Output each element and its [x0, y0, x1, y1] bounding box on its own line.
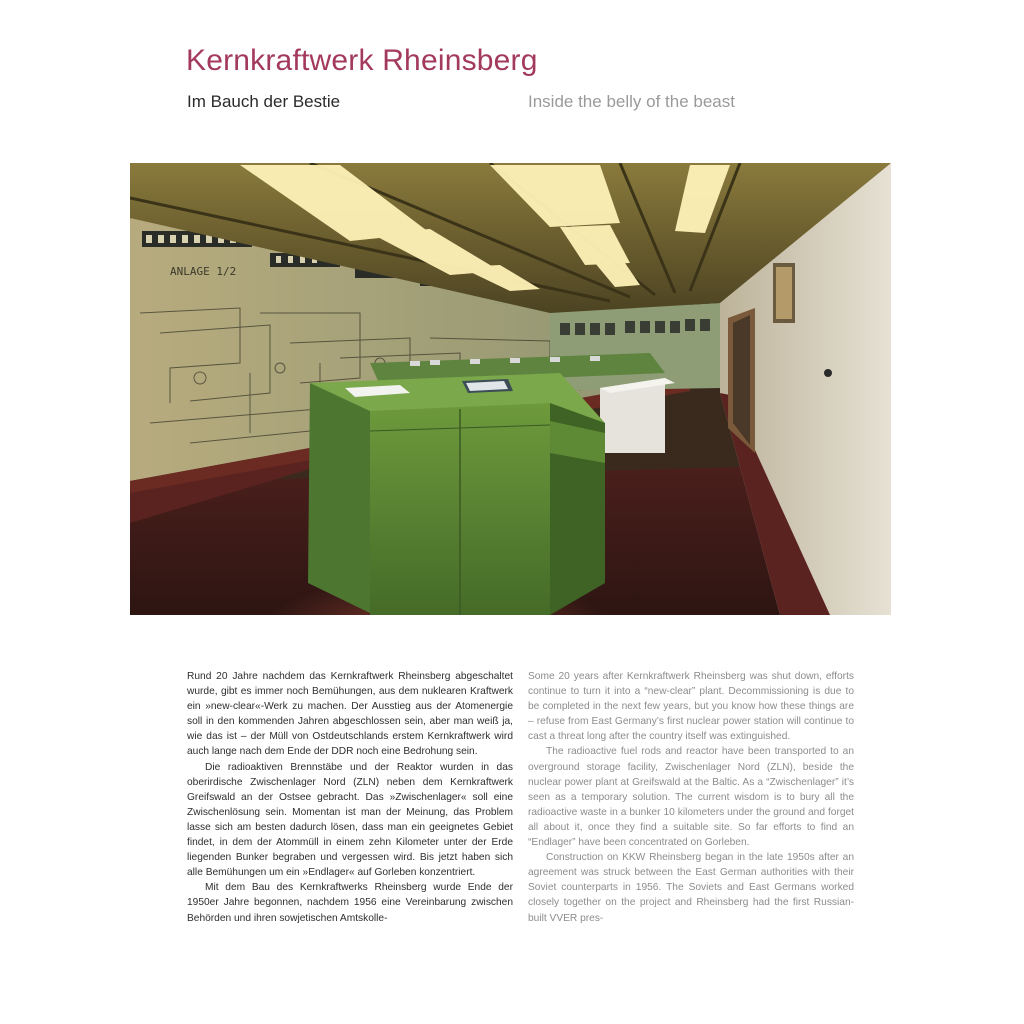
paragraph: Die radioaktiven Brennstäbe und der Reaktor wurden in das oberirdische Zwischenlager Nord (ZLN) neben dem Kernkraftwerk Greifswald an der Ostsee gebracht. Das »Zwischenlager« soll eine Zwischenlösung sein. Momentan ist man der Meinung, das Problem lasse sich am besten dadurch lösen, dass man ein geeignetes Gebiet findet, in dem der Atommüll in einem zehn Kilometer unter der Erde liegenden Bunker begraben und vergessen wird. Bis jetzt haben sich alle Bemühungen um ein »Endlager« auf Gorleben konzentriert.: [187, 761, 513, 879]
article-column-german: [187, 669, 513, 926]
subtitle-german: Im Bauch der Bestie: [187, 92, 341, 111]
article-column-english: [528, 669, 854, 926]
paragraph: Rund 20 Jahre nachdem das Kernkraftwerk Rheinsberg abgeschaltet wurde, gibt es immer noch Bemühungen, aus dem nuklearen Kraftwerk ein »new-clear«-Werk zu machen. Der Ausstieg aus der Atomenergie soll in den kommenden Jahren abgeschlossen sein, aber man weiß ja, wie das ist – der Müll von Ostdeutschlands erstem Kernkraftwerk wird auch lange nach dem Ende der DDR noch eine Bedrohung sein.: [187, 671, 513, 758]
control-room-photo: [130, 163, 891, 615]
paragraph: The radioactive fuel rods and reactor have been transported to an overground storage facility, Zwischenlager Nord (ZLN), beside the nuclear power plant at Greifswald at the Baltic. As a “Zwischenlager” it’s seen as a temporary solution. The current wisdom is to bury all the radioactive waste in a bunker 10 kilometers under the ground and forget all about it, once they find a suitable site. So far efforts to find an “Endlager” have been concentrated on Gorleben.: [528, 746, 854, 849]
wall-sign-label: ANLAGE 1/2: [170, 265, 237, 278]
paragraph: Mit dem Bau des Kernkraftwerks Rheinsberg wurde Ende der 1950er Jahre begonnen, nachdem 1956 eine Vereinbarung zwischen Behörden und ihren sowjetischen Amtskolle-: [187, 882, 513, 924]
paragraph: Construction on KKW Rheinsberg began in the late 1950s after an agreement was struck between the East German authorities with their Soviet counterparts in 1956. The Soviets and East Germans worked closely together on the project and Rheinsberg had the first Russian-built VVER pres-: [528, 852, 854, 924]
paragraph: Some 20 years after Kernkraftwerk Rheinsberg was shut down, efforts continue to turn it into a “new-clear” plant. Decommissioning is due to be completed in the next few years, but you know how these things are – refuse from East Germany’s first nuclear power station will continue to cast a threat long after the country itself was extinguished.: [528, 671, 854, 743]
subtitle-english: Inside the belly of the beast: [528, 92, 735, 111]
page-title: Kernkraftwerk Rheinsberg: [186, 44, 538, 77]
